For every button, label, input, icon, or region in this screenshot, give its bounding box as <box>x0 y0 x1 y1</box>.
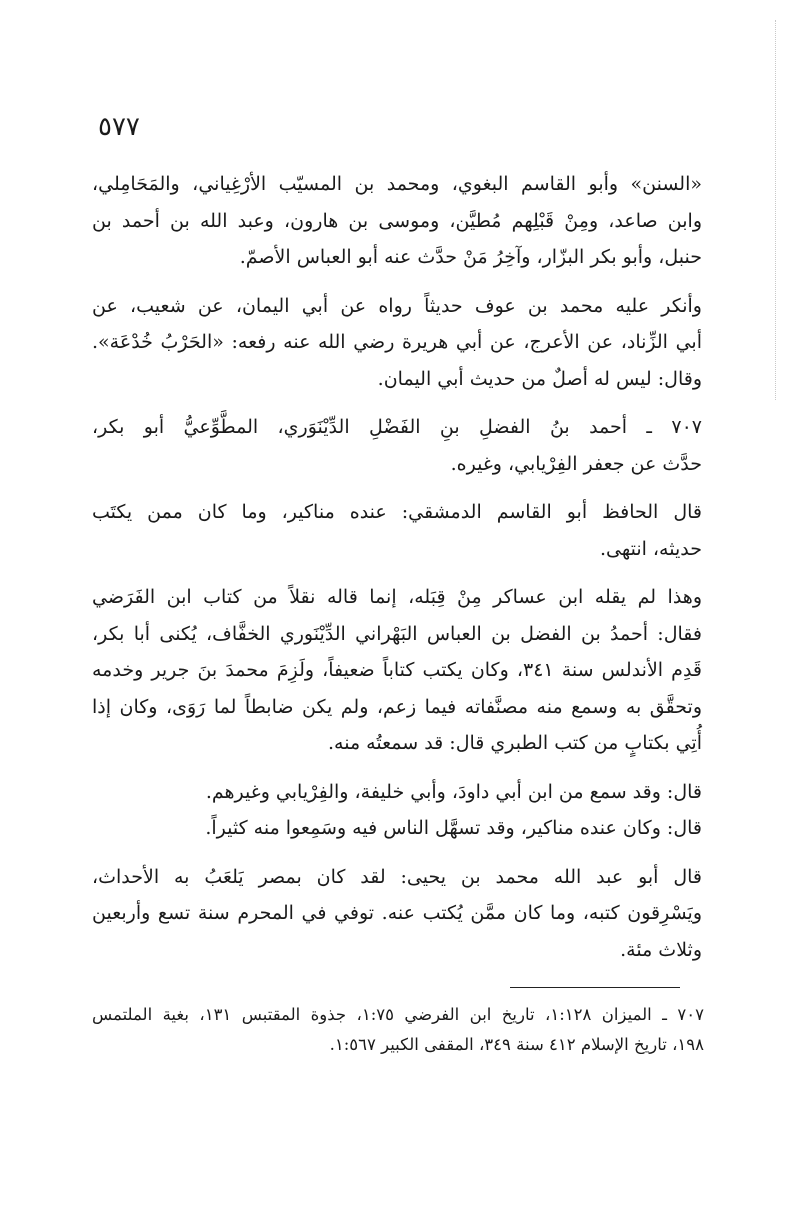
footnotes <box>92 1000 704 1060</box>
text-line: أُتِي بكتابٍ من كتب الطبري قال: قد سمعتُه منه. <box>328 732 702 754</box>
paragraph-1 <box>92 166 702 276</box>
text-line: ٧٠٧ ـ أحمد بنُ الفضلِ بنِ الفَضْلِ الدِّيْنَوَري، المطَّوِّعيُّ أبو بكر، <box>92 416 702 438</box>
text-line: وقال: ليس له أصلٌ من حديث أبي اليمان. <box>377 367 702 390</box>
footnote-line: ١٩٨، تاريخ الإسلام ٤١٢ سنة ٣٤٩، المقفى الكبير ١:٥٦٧. <box>329 1035 704 1054</box>
footnote-line: ٧٠٧ ـ الميزان ١:١٢٨، تاريخ ابن الفرضي ١:٧٥، جذوة المقتبس ١٣١، بغية الملتمس <box>92 1005 704 1024</box>
text-line: وأنكر عليه محمد بن عوف حديثاً رواه عن أبي اليمان، عن شعيب، عن <box>92 294 702 317</box>
text-line: «السنن» وأبو القاسم البغوي، ومحمد بن المسيّب الأرْغِياني، والمَحَامِلي، <box>92 173 702 195</box>
text-line: حنبل، وأبو بكر البزّار، وآخِرُ مَنْ حدَّث عنه أبو العباس الأصمّ. <box>239 246 702 268</box>
text-line: قال أبو عبد الله محمد بن يحيى: لقد كان بمصر يَلعَبُ به الأحداث، <box>92 865 702 888</box>
text-line: قال الحافظ أبو القاسم الدمشقي: عنده مناكير، وما كان ممن يكتَب <box>92 501 702 523</box>
text-line: وابن صاعد، ومِنْ قَبْلِهم مُطيَّن، وموسى بن هارون، وعبد الله بن أحمد بن <box>92 209 702 232</box>
paragraph-2 <box>92 288 702 398</box>
paragraph-6 <box>92 774 702 847</box>
text-line: وتحقَّق به وسمع منه مصنَّفاته فيما زعم، ولم يكن ضابطاً لما رَوَى، وكان إذا <box>92 695 702 718</box>
paragraph-4 <box>92 494 702 567</box>
scan-edge <box>775 20 776 400</box>
main-text <box>92 166 702 980</box>
page-number: ٥٧٧ <box>98 112 140 142</box>
text-line: فقال: أحمدُ بن الفضل بن العباس البَهْراني الدِّيْنَوري الخفَّاف، يُكنى أبا بكر، <box>92 622 702 645</box>
text-line: قال: وكان عنده مناكير، وقد تسهَّل الناس فيه وسَمِعوا منه كثيراً. <box>205 817 702 839</box>
paragraph-5 <box>92 579 702 762</box>
text-line: حدَّث عن جعفر الفِرْيابي، وغيره. <box>450 452 702 475</box>
text-line: ويَسْرِقون كتبه، وما كان ممَّن يُكتب عنه. توفي في المحرم سنة تسع وأربعين <box>92 902 702 924</box>
text-line: حديثه، انتهى. <box>599 537 702 560</box>
footnote-divider <box>510 987 680 988</box>
text-line: قال: وقد سمع من ابن أبي داودَ، وأبي خليفة، والفِرْيابي وغيرهم. <box>205 780 702 803</box>
entry-heading-707 <box>92 409 702 482</box>
text-line: قَدِم الأندلس سنة ٣٤١، وكان يكتب كتاباً ضعيفاً، ولَزِمَ محمدَ بنَ جرير وخدمه <box>92 659 702 681</box>
text-line: وثلاث مئة. <box>620 938 702 961</box>
text-line: أبي الزِّناد، عن الأعرج، عن أبي هريرة رضي الله عنه رفعه: «الحَرْبُ خُدْعَة». <box>92 331 702 353</box>
text-line: وهذا لم يقله ابن عساكر مِنْ قِبَله، إنما قاله نقلاً من كتاب ابن الفَرَضي <box>92 586 702 608</box>
paragraph-7 <box>92 859 702 969</box>
